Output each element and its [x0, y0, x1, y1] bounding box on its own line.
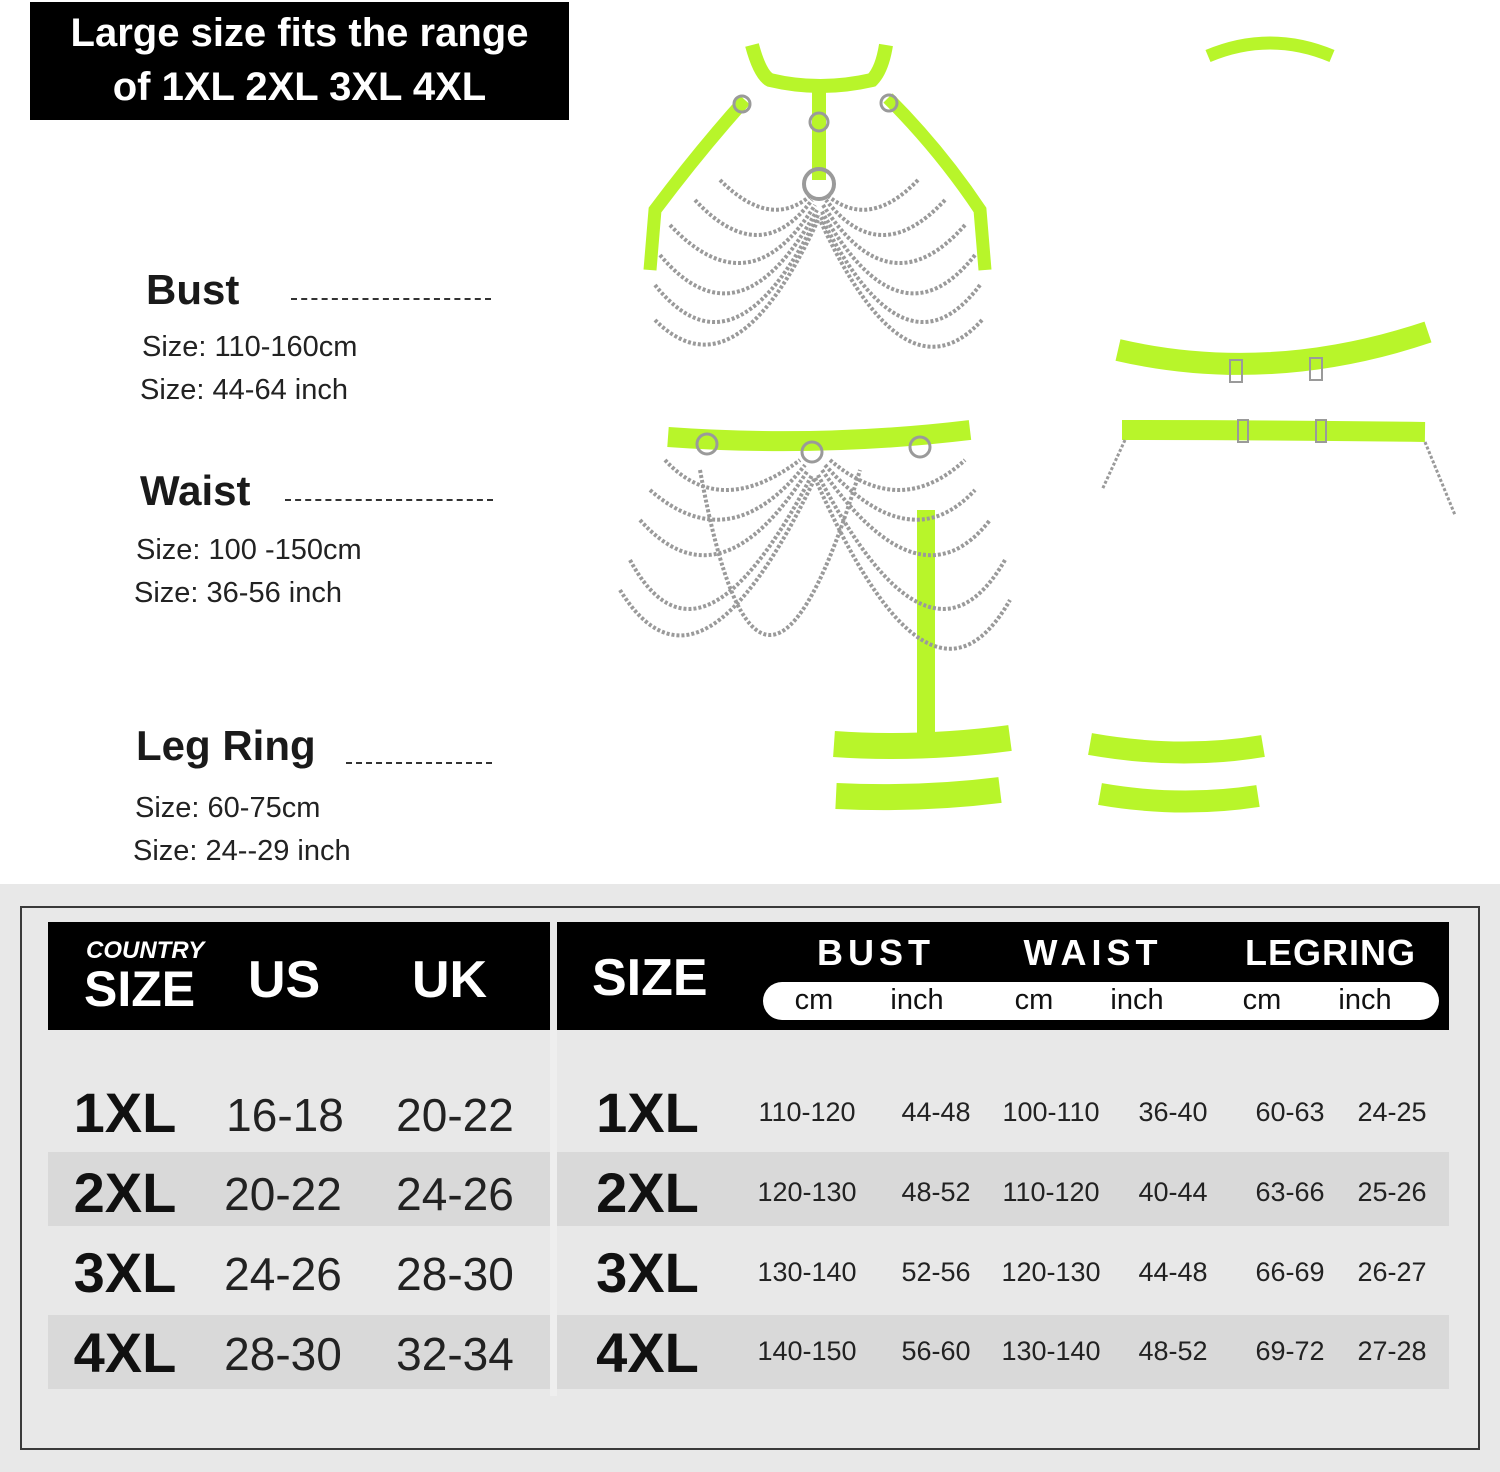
uk-cell: 32-34 [396, 1328, 514, 1380]
leg-inch-cell: 27-28 [1357, 1336, 1427, 1366]
waist-harness-back [1102, 420, 1455, 515]
leg-cm-cell: 63-66 [1255, 1177, 1325, 1207]
header-us: US [248, 951, 321, 1009]
us-cell: 28-30 [224, 1328, 342, 1380]
country-size-cell: 2XL [73, 1161, 177, 1224]
top-harness-back [1118, 43, 1428, 382]
leg-ring-front [834, 738, 1010, 797]
leg-inch-cell: 26-27 [1357, 1257, 1427, 1287]
leg-cm-cell: 60-63 [1255, 1097, 1325, 1127]
header-bust: BUST [817, 932, 935, 973]
waist-size-inch: Size: 36-56 inch [134, 577, 342, 609]
banner-line-1: Large size fits the range [70, 11, 529, 55]
bust-cm-cell: 120-130 [757, 1177, 857, 1207]
us-cell: 20-22 [224, 1168, 342, 1220]
waist-unit-inch: inch [1110, 984, 1164, 1016]
measure-size-cell: 2XL [596, 1161, 699, 1224]
bust-cm-cell: 130-140 [757, 1257, 857, 1287]
leg-cm-cell: 69-72 [1255, 1336, 1325, 1366]
bust-unit-cm: cm [794, 984, 834, 1016]
us-cell: 16-18 [226, 1089, 344, 1141]
us-cell: 24-26 [224, 1248, 342, 1300]
table-divider [550, 1030, 557, 1396]
bust-unit-inch: inch [890, 984, 944, 1016]
legring-unit-cm: cm [1242, 984, 1282, 1016]
leg-inch-cell: 25-26 [1357, 1177, 1427, 1207]
header-uk: UK [412, 951, 488, 1009]
country-size-header [48, 922, 550, 1030]
uk-cell: 28-30 [396, 1248, 514, 1300]
bust-size-cm: Size: 110-160cm [142, 331, 358, 363]
waist-dash-line [285, 499, 493, 501]
top-harness-front [650, 45, 985, 347]
waist-size-cm: Size: 100 -150cm [136, 534, 362, 566]
harness-illustration [600, 30, 1480, 830]
uk-cell: 20-22 [396, 1089, 514, 1141]
waist-inch-cell: 48-52 [1138, 1336, 1208, 1366]
header-country: COUNTRY [86, 937, 205, 964]
waist-inch-cell: 44-48 [1138, 1257, 1208, 1287]
measure-size-cell: 3XL [596, 1241, 699, 1304]
waist-inch-cell: 40-44 [1138, 1177, 1208, 1207]
header-country-size: SIZE [84, 961, 196, 1017]
uk-cell: 24-26 [396, 1168, 514, 1220]
leg-ring-size-inch: Size: 24--29 inch [133, 835, 351, 867]
bust-inch-cell: 44-48 [901, 1097, 971, 1127]
measurement-header [557, 922, 1449, 1030]
waist-title: Waist [140, 467, 251, 514]
country-size-cell: 4XL [73, 1321, 177, 1384]
leg-ring-title: Leg Ring [136, 722, 316, 769]
leg-ring-back [1090, 744, 1263, 802]
waist-cm-cell: 120-130 [1001, 1257, 1101, 1287]
header-waist: WAIST [1023, 932, 1163, 973]
waist-cm-cell: 130-140 [1001, 1336, 1101, 1366]
waist-unit-cm: cm [1014, 984, 1054, 1016]
header-size: SIZE [592, 949, 708, 1007]
bust-inch-cell: 48-52 [901, 1177, 971, 1207]
banner-line-2: of 1XL 2XL 3XL 4XL [112, 65, 487, 109]
measure-size-cell: 4XL [596, 1321, 699, 1384]
bust-inch-cell: 52-56 [901, 1257, 971, 1287]
bust-cm-cell: 140-150 [757, 1336, 857, 1366]
bust-dash-line [291, 298, 491, 300]
size-range-banner [30, 2, 569, 120]
waist-cm-cell: 100-110 [1002, 1097, 1100, 1127]
measure-size-cell: 1XL [596, 1081, 699, 1144]
leg-cm-cell: 66-69 [1255, 1257, 1325, 1287]
waist-inch-cell: 36-40 [1138, 1097, 1208, 1127]
legring-unit-inch: inch [1338, 984, 1392, 1016]
bust-inch-cell: 56-60 [901, 1336, 971, 1366]
bust-cm-cell: 110-120 [758, 1097, 856, 1127]
leg-ring-size-cm: Size: 60-75cm [135, 792, 321, 824]
leg-inch-cell: 24-25 [1357, 1097, 1427, 1127]
country-size-cell: 1XL [73, 1081, 177, 1144]
leg-ring-dash-line [346, 762, 492, 764]
bust-size-inch: Size: 44-64 inch [140, 374, 348, 406]
country-size-cell: 3XL [73, 1241, 177, 1304]
header-legring: LEGRING [1245, 932, 1417, 973]
bust-title: Bust [146, 266, 240, 313]
waist-cm-cell: 110-120 [1002, 1177, 1100, 1207]
waist-harness-front [620, 430, 1010, 740]
